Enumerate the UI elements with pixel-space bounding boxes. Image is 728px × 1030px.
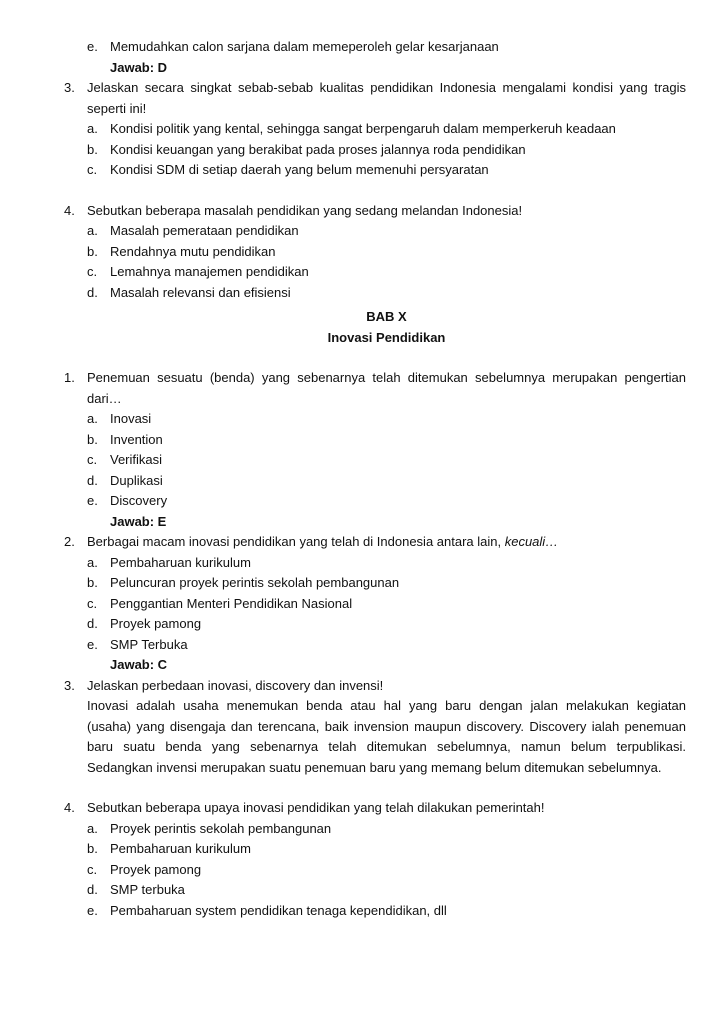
option-letter: a. [87,411,98,426]
option-item [64,471,686,492]
option-text: Invention [110,431,163,447]
answer-paragraph-line: (usaha) yang disengaja dan terencana, baik invension maupun discovery. Discovery ialah penemuan [87,718,686,734]
option-item [64,860,686,881]
question-text: Sebutkan beberapa upaya inovasi pendidikan yang telah dilakukan pemerintah! [87,800,545,815]
document-page [64,37,686,921]
option-item [64,901,686,922]
question-text: Berbagai macam inovasi pendidikan yang telah di Indonesia antara lain, [87,534,505,549]
option-letter: b. [87,141,98,157]
option-text: Pembaharuan kurikulum [110,841,251,856]
question-emphasis: kecuali… [504,534,559,549]
option-item [64,160,686,181]
option-letter: a. [87,554,98,570]
option-text: Rendahnya mutu pendidikan [110,243,276,259]
question-text: Jelaskan perbedaan inovasi, discovery dan invensi! [87,677,384,693]
option-item [64,614,686,635]
answer-key: Jawab: C [110,657,168,672]
option-letter: e. [87,39,98,54]
question-number: 4. [64,800,75,815]
option-text: Proyek perintis sekolah pembangunan [110,820,332,836]
option-text: Pembaharuan kurikulum [110,554,251,570]
option-item [64,594,686,615]
option-text: Masalah relevansi dan efisiensi [110,284,291,300]
option-item [64,119,686,140]
option-text: Kondisi politik yang kental, sehingga sangat berpengaruh dalam memperkeruh keadaan [110,121,616,136]
option-text: Proyek pamong [110,616,202,631]
option-text: Discovery [110,493,168,508]
option-text: Duplikasi [110,472,163,488]
answer-paragraph-line: Inovasi adalah usaha menemukan benda atau hal yang baru dengan jalan melakukan kegiatan [87,698,686,713]
option-letter: a. [87,820,98,836]
option-letter: b. [87,841,98,856]
option-text: Kondisi SDM di setiap daerah yang belum memenuhi persyaratan [110,162,489,177]
question-number: 1. [64,370,75,385]
option-item [64,491,686,512]
answer-paragraph-line: Sedangkan invensi merupakan suatu penemuan baru yang memang belum ditemukan sebelumnya. [87,759,662,775]
question-number: 3. [64,677,75,693]
question-text-continued: dari… [87,390,122,406]
option-text: Verifikasi [110,452,163,467]
option-item [64,880,686,901]
option-item [64,283,686,304]
answer-key: Jawab: D [110,59,168,75]
option-letter: b. [87,243,98,259]
option-text: Masalah pemerataan pendidikan [110,223,299,238]
option-text: SMP Terbuka [110,636,188,652]
answer-key: Jawab: E [110,513,167,529]
question-3 [64,676,686,697]
option-letter: c. [87,595,98,611]
option-letter: d. [87,472,98,488]
chapter-number: BAB X [366,309,407,324]
option-text: Lemahnya manajemen pendidikan [110,264,309,279]
question-number: 2. [64,534,75,549]
answer-paragraph-line: baru suatu benda yang sebenarnya telah ditemukan sebelumnya, namun belum terpublikasi. [87,739,686,754]
option-letter: d. [87,616,98,631]
option-text: Proyek pamong [110,861,202,877]
option-item [64,262,686,283]
option-item [64,430,686,451]
option-letter: a. [87,223,98,238]
question-1 [64,368,686,389]
option-letter: c. [87,264,98,279]
option-letter: c. [87,861,98,877]
option-item [64,819,686,840]
option-item [64,221,686,242]
option-text: Memudahkan calon sarjana dalam memeperoleh gelar kesarjanaan [110,39,499,54]
option-item [64,140,686,161]
option-letter: a. [87,121,98,136]
question-text: Penemuan sesuatu (benda) yang sebenarnya telah ditemukan sebelumnya merupakan pengertian [87,370,686,385]
option-item [64,573,686,594]
question-3-prev [64,78,686,99]
option-text: Peluncuran proyek perintis sekolah pembangunan [110,575,400,590]
option-item [64,409,686,430]
question-4-prev [64,201,686,222]
question-text-continued: seperti ini! [87,100,147,116]
option-item [64,37,686,58]
option-text: Penggantian Menteri Pendidikan Nasional [110,595,353,611]
option-item [64,635,686,656]
chapter-title: Inovasi Pendidikan [327,329,446,345]
option-letter: e. [87,902,98,918]
question-4 [64,798,686,819]
option-letter: b. [87,575,98,590]
option-item [64,839,686,860]
question-2 [64,532,686,553]
option-text: SMP terbuka [110,882,185,897]
option-letter: d. [87,882,98,897]
option-item [64,450,686,471]
option-letter: c. [87,162,98,177]
option-letter: e. [87,493,98,508]
option-item [64,553,686,574]
option-letter: c. [87,452,98,467]
option-text: Inovasi [110,411,152,426]
option-text: Kondisi keuangan yang berakibat pada proses jalannya roda pendidikan [110,141,526,157]
option-item [64,242,686,263]
question-text: Jelaskan secara singkat sebab-sebab kualitas pendidikan Indonesia mengalami kondisi yang tragis [87,80,686,95]
option-letter: e. [87,636,98,652]
question-number: 3. [64,80,75,95]
question-text: Sebutkan beberapa masalah pendidikan yang sedang melandan Indonesia! [87,202,523,218]
option-letter: d. [87,284,98,300]
question-number: 4. [64,202,75,218]
option-text: Pembaharuan system pendidikan tenaga kependidikan, dll [110,902,447,918]
option-letter: b. [87,431,98,447]
